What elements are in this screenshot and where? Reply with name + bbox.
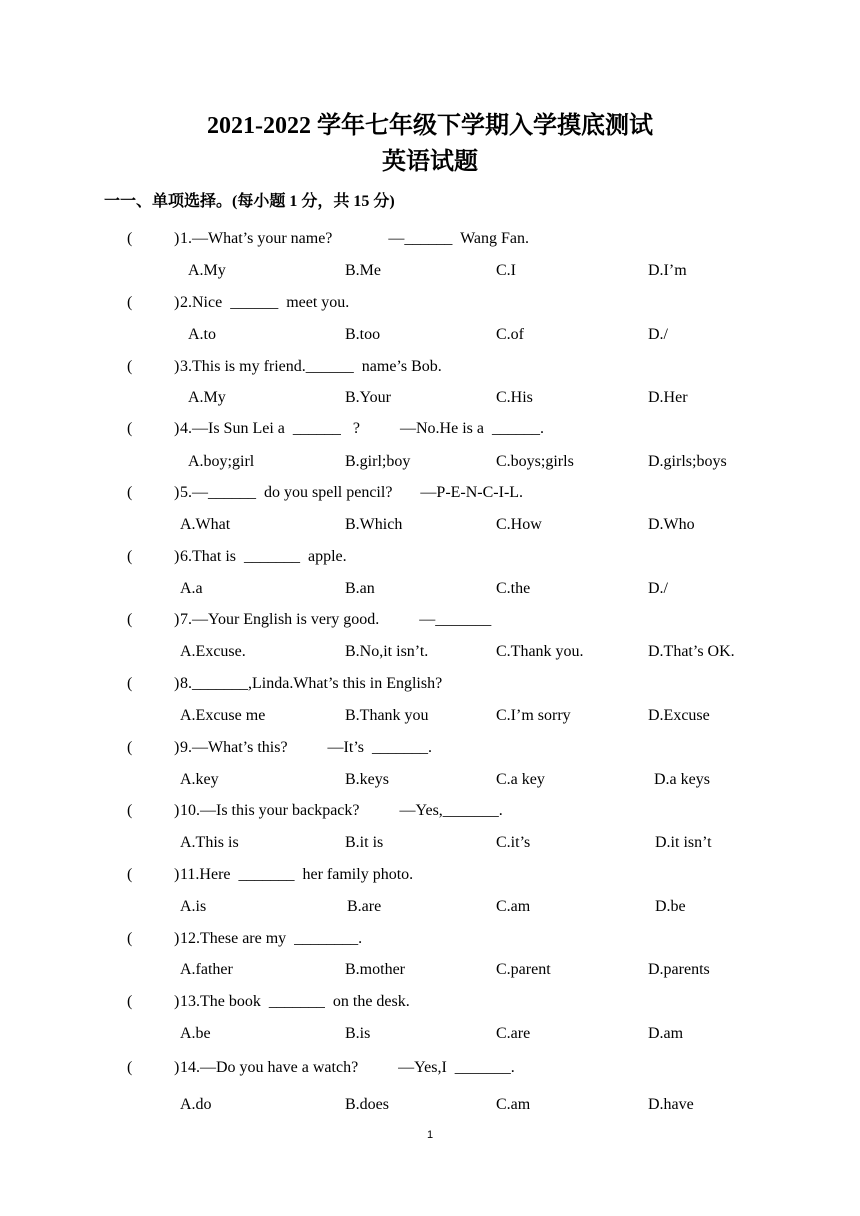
options-row <box>0 704 860 728</box>
answer-option: B.an <box>345 580 375 597</box>
answer-bracket-open: ( <box>127 930 133 947</box>
options-row <box>0 386 860 410</box>
question-row <box>0 545 860 569</box>
question-stem: 12.These are my ________. <box>180 930 363 947</box>
answer-option: C.parent <box>496 961 551 978</box>
answer-option: C.am <box>496 898 531 915</box>
answer-bracket-open: ( <box>127 484 133 501</box>
question-stem: 9.—What’s this? —It’s _______. <box>180 739 432 756</box>
options-row <box>0 1093 860 1117</box>
options-row <box>0 768 860 792</box>
answer-option: D.be <box>655 898 686 915</box>
answer-option: B.does <box>345 1096 389 1113</box>
answer-bracket-close: ) <box>174 548 180 565</box>
options-row <box>0 831 860 855</box>
answer-bracket-open: ( <box>127 739 133 756</box>
answer-option: C.are <box>496 1025 531 1042</box>
page-title: 2021-2022 学年七年级下学期入学摸底测试 <box>207 113 653 139</box>
answer-option: B.too <box>345 326 381 343</box>
options-row <box>0 1022 860 1046</box>
answer-option: A.to <box>188 326 216 343</box>
answer-option: C.How <box>496 516 542 533</box>
answer-bracket-open: ( <box>127 294 133 311</box>
answer-option: B.Me <box>345 262 381 279</box>
answer-option: A.Excuse. <box>180 643 246 660</box>
answer-option: A.What <box>180 516 231 533</box>
question-row <box>0 990 860 1014</box>
question-stem: 5.—______ do you spell pencil? —P-E-N-C-I-L. <box>180 484 524 501</box>
answer-option: D./ <box>648 326 668 343</box>
question-row <box>0 1056 860 1080</box>
answer-option: D.Her <box>648 389 688 406</box>
question-stem: 6.That is _______ apple. <box>180 548 347 565</box>
question-stem: 10.—Is this your backpack? —Yes,_______. <box>180 802 503 819</box>
answer-bracket-open: ( <box>127 420 133 437</box>
answer-option: A.is <box>180 898 207 915</box>
question-row <box>0 355 860 379</box>
answer-option: A.a <box>180 580 203 597</box>
answer-option: C.am <box>496 1096 531 1113</box>
answer-bracket-open: ( <box>127 230 133 247</box>
answer-option: A.key <box>180 771 219 788</box>
options-row <box>0 577 860 601</box>
question-row <box>0 736 860 760</box>
answer-bracket-close: ) <box>174 1059 180 1076</box>
answer-option: C.I <box>496 262 516 279</box>
answer-option: B.Your <box>345 389 391 406</box>
question-row <box>0 799 860 823</box>
page-subtitle: 英语试题 <box>382 149 478 175</box>
answer-option: D./ <box>648 580 668 597</box>
section-heading: 一一、单项选择。(每小题 1 分，共 15 分) <box>104 193 395 210</box>
answer-option: B.No,it isn’t. <box>345 643 429 660</box>
answer-option: B.it is <box>345 834 384 851</box>
answer-option: D.parents <box>648 961 710 978</box>
question-row <box>0 672 860 696</box>
answer-option: C.it’s <box>496 834 531 851</box>
answer-option: C.Thank you. <box>496 643 584 660</box>
answer-bracket-open: ( <box>127 675 133 692</box>
page-number: 1 <box>426 1129 434 1141</box>
question-stem: 11.Here _______ her family photo. <box>180 866 414 883</box>
answer-bracket-open: ( <box>127 1059 133 1076</box>
answer-option: C.of <box>496 326 524 343</box>
answer-bracket-close: ) <box>174 358 180 375</box>
answer-option: D.I’m <box>648 262 687 279</box>
answer-option: B.Thank you <box>345 707 429 724</box>
answer-bracket-close: ) <box>174 739 180 756</box>
answer-option: D.am <box>648 1025 684 1042</box>
answer-bracket-close: ) <box>174 611 180 628</box>
answer-bracket-close: ) <box>174 484 180 501</box>
options-row <box>0 513 860 537</box>
answer-bracket-open: ( <box>127 358 133 375</box>
answer-option: A.do <box>180 1096 212 1113</box>
answer-bracket-close: ) <box>174 866 180 883</box>
question-stem: 2.Nice ______ meet you. <box>180 294 350 311</box>
options-row <box>0 323 860 347</box>
answer-bracket-close: ) <box>174 802 180 819</box>
answer-bracket-close: ) <box>174 675 180 692</box>
answer-option: C.a key <box>496 771 545 788</box>
answer-option: C.boys;girls <box>496 453 574 470</box>
question-stem: 13.The book _______ on the desk. <box>180 993 410 1010</box>
answer-bracket-open: ( <box>127 866 133 883</box>
answer-bracket-close: ) <box>174 420 180 437</box>
question-row <box>0 927 860 951</box>
answer-option: A.My <box>188 389 226 406</box>
question-row <box>0 863 860 887</box>
question-stem: 4.—Is Sun Lei a ______ ? —No.He is a ______. <box>180 420 544 437</box>
answer-option: C.I’m sorry <box>496 707 571 724</box>
question-row <box>0 227 860 251</box>
question-stem: 14.—Do you have a watch? —Yes,I _______. <box>180 1059 515 1076</box>
question-row <box>0 608 860 632</box>
answer-option: A.This is <box>180 834 239 851</box>
answer-option: A.be <box>180 1025 211 1042</box>
options-row <box>0 259 860 283</box>
options-row <box>0 450 860 474</box>
answer-option: A.My <box>188 262 226 279</box>
answer-option: D.a keys <box>654 771 710 788</box>
answer-option: D.That’s OK. <box>648 643 735 660</box>
question-stem: 7.—Your English is very good. —_______ <box>180 611 492 628</box>
answer-option: A.Excuse me <box>180 707 266 724</box>
answer-option: A.father <box>180 961 233 978</box>
answer-option: D.have <box>648 1096 694 1113</box>
answer-bracket-close: ) <box>174 230 180 247</box>
options-row <box>0 640 860 664</box>
question-stem: 1.—What’s your name? —______ Wang Fan. <box>180 230 530 247</box>
answer-option: B.mother <box>345 961 405 978</box>
question-row <box>0 291 860 315</box>
answer-bracket-close: ) <box>174 993 180 1010</box>
options-row <box>0 895 860 919</box>
options-row <box>0 958 860 982</box>
answer-option: B.are <box>347 898 382 915</box>
answer-option: D.it isn’t <box>655 834 712 851</box>
answer-option: B.girl;boy <box>345 453 411 470</box>
answer-bracket-open: ( <box>127 993 133 1010</box>
answer-option: D.girls;boys <box>648 453 727 470</box>
answer-option: A.boy;girl <box>188 453 255 470</box>
answer-option: B.is <box>345 1025 371 1042</box>
question-row <box>0 417 860 441</box>
answer-bracket-open: ( <box>127 548 133 565</box>
answer-bracket-close: ) <box>174 930 180 947</box>
answer-bracket-open: ( <box>127 611 133 628</box>
answer-bracket-open: ( <box>127 802 133 819</box>
answer-option: B.keys <box>345 771 389 788</box>
answer-option: C.His <box>496 389 533 406</box>
question-stem: 8._______,Linda.What’s this in English? <box>180 675 443 692</box>
question-stem: 3.This is my friend.______ name’s Bob. <box>180 358 442 375</box>
answer-option: B.Which <box>345 516 403 533</box>
answer-bracket-close: ) <box>174 294 180 311</box>
answer-option: D.Excuse <box>648 707 710 724</box>
answer-option: D.Who <box>648 516 695 533</box>
question-row <box>0 481 860 505</box>
answer-option: C.the <box>496 580 531 597</box>
